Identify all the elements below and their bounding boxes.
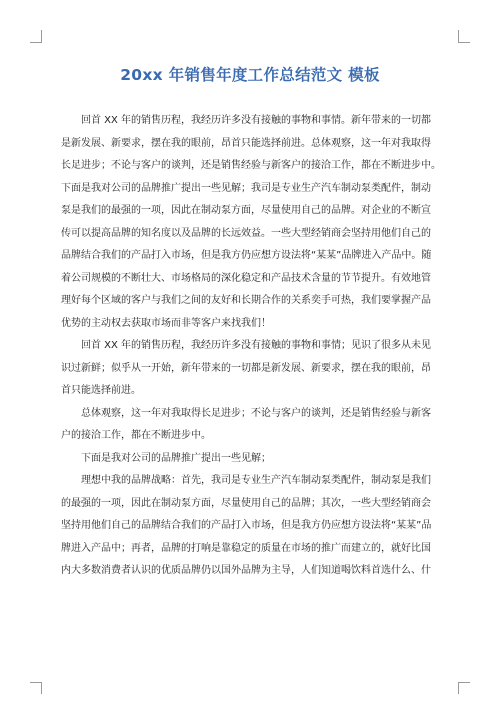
paragraph-line: 坚持用他们自己的品牌结合我们的产品打入市场，但是我方仍应想方设法将“某某”品: [61, 520, 432, 531]
crop-mark-top-left-h: [30, 42, 42, 43]
paragraph-line: 传可以提高品牌的知名度以及品牌的长远效益。一些大型经销商会坚持用他们自己的: [61, 227, 431, 239]
paragraph-line: 户的接洽工作，都在不断进步中。: [61, 430, 211, 441]
crop-mark-top-right-h: [458, 42, 470, 43]
paragraph-4: [61, 448, 445, 471]
paragraph-line: 优势的主动权去获取市场而非等客户来找我们！: [61, 317, 271, 329]
paragraph-line: 回首 XX 年的销售历程，我经历许多没有接触的事物和事情。新年带来的一切都: [81, 115, 432, 126]
paragraph-line: 长足进步；不论与客户的谈判，还是销售经验与新客户的接洽工作，都在不断进步中。: [61, 160, 441, 171]
paragraph-5: [61, 470, 445, 583]
paragraph-line: 回首 XX 年的销售历程，我经历许多没有接触的事物和事情；见识了很多从未见: [81, 340, 432, 351]
paragraph-line: 牌进入产品中；再者，品牌的打响是靠稳定的质量在市场的推广而建立的，就好比国: [61, 542, 431, 554]
crop-mark-bottom-right-h: [458, 682, 470, 683]
paragraph-3: [61, 403, 445, 448]
paragraph-line: 识过新鲜；似乎从一开始，新年带来的一切都是新发展、新要求，摆在我的眼前，昂: [61, 362, 431, 374]
paragraph-1: [61, 110, 445, 335]
paragraph-line: 着公司规模的不断壮大、市场格局的深化稳定和产品技术含量的节节提升。有效地管: [61, 272, 431, 284]
crop-mark-bottom-left-v: [41, 682, 42, 694]
paragraph-line: 品牌结合我们的产品打入市场，但是我方仍应想方设法将“某某”品牌进入产品中。随: [61, 250, 432, 261]
paragraph-line: 理想中我的品牌战略：首先，我司是专业生产汽车制动泵类配件，制动泵是我们: [81, 475, 431, 486]
crop-mark-top-left-v: [41, 30, 42, 42]
crop-mark-top-right-v: [458, 30, 459, 42]
document-body: [61, 110, 445, 583]
paragraph-line: 首只能选择前进。: [61, 385, 141, 396]
paragraph-line: 是新发展、新要求，摆在我的眼前，昂首只能选择前进。总体观察，这一年对我取得: [61, 137, 431, 149]
paragraph-line: 理好每个区域的客户与我们之间的友好和长期合作的关系奕手可热，我们要掌握产品: [61, 295, 431, 306]
document-title: 20xx 年销售年度工作总结范文 模板: [120, 66, 380, 84]
paragraph-line: 下面是我对公司的品牌推广提出一些见解；我司是专业生产汽车制动泵类配件，制动: [61, 182, 431, 194]
paragraph-line: 内大多数消费者认识的优质品牌仍以国外品牌为主导，人们知道喝饮料首选什么、什: [61, 565, 431, 576]
paragraph-line: 总体观察，这一年对我取得长足进步；不论与客户的谈判，还是销售经验与新客: [81, 407, 431, 419]
paragraph-line: 泵是我们的最强的一项，因此在制动泵方面，尽量使用自己的品牌。对企业的不断宣: [61, 205, 431, 216]
paragraph-2: [61, 335, 445, 403]
crop-mark-bottom-right-v: [458, 682, 459, 694]
paragraph-line: 下面是我对公司的品牌推广提出一些见解；: [81, 452, 271, 464]
paragraph-line: 的最强的一项，因此在制动泵方面，尽量使用自己的品牌；其次，一些大型经销商会: [61, 497, 431, 509]
